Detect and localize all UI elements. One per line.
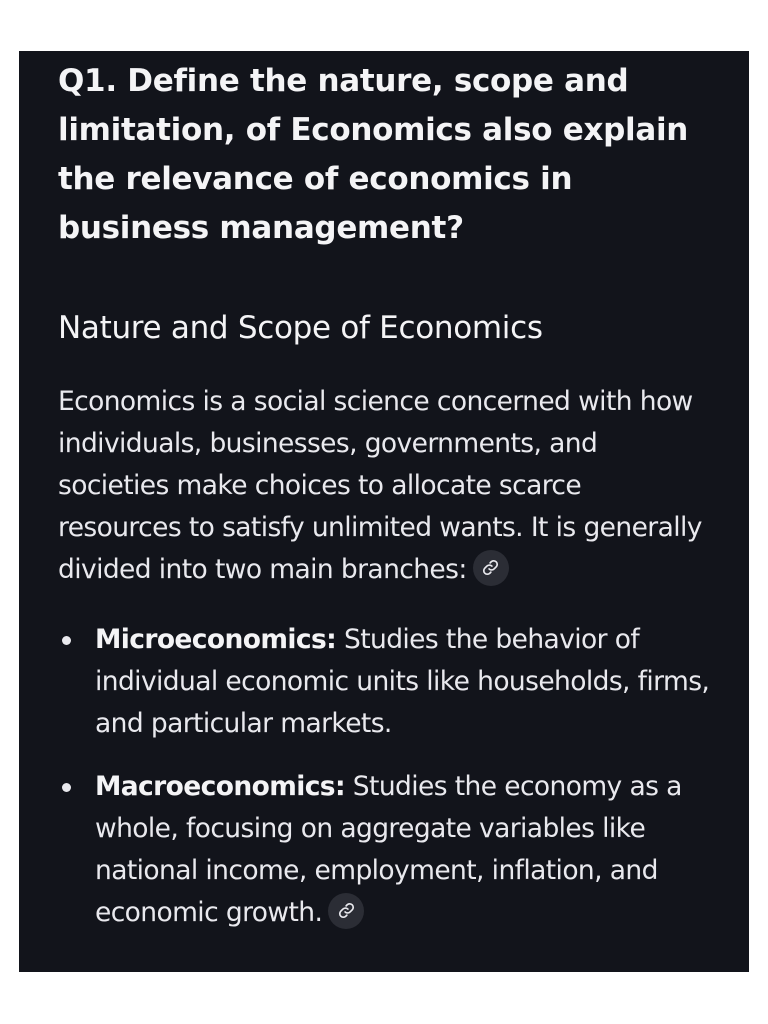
response-panel [19,51,749,972]
branch-description: Studies the economy as a whole, focusing on aggregate variables like national income, employment, inflation, and economic growth. [95,771,682,928]
branches-list [58,619,718,955]
intro-paragraph [58,381,708,591]
section-heading: Nature and Scope of Economics [58,310,543,346]
link-icon [338,902,355,919]
bullet-icon [62,783,71,792]
branch-term: Microeconomics: [95,624,337,655]
source-link-button[interactable] [328,893,364,929]
source-link-button[interactable] [473,550,509,586]
link-icon [482,559,499,576]
branch-description: Studies the behavior of individual economic units like households, firms, and particular markets. [95,624,710,739]
branch-term: Macroeconomics: [95,771,345,802]
list-item-microeconomics [58,619,718,745]
list-item-macroeconomics [58,766,718,934]
bullet-icon [62,636,71,645]
intro-text: Economics is a social science concerned with how individuals, businesses, governments, and societies make choices to allocate scarce resources to satisfy unlimited wants. It is generally divided into two main branches: [58,386,702,585]
question-heading: Q1. Define the nature, scope and limitation, of Economics also explain the relevance of economics in business management? [58,63,689,246]
